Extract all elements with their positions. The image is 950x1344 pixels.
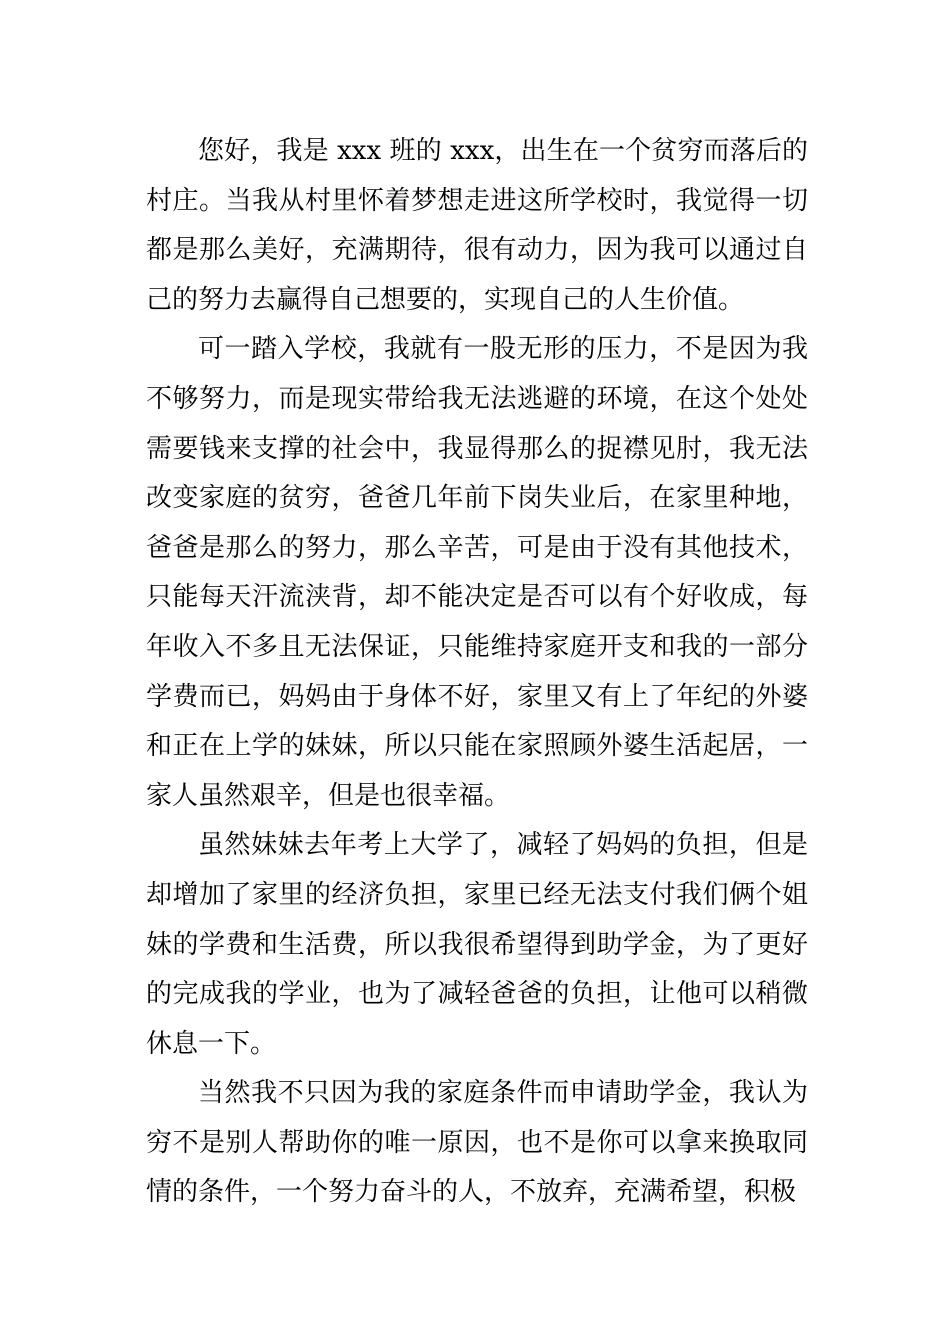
paragraph-2: 可一踏入学校，我就有一股无形的压力，不是因为我不够努力，而是现实带给我无法逃避的环境，在这个处处需要钱来支撑的社会中，我显得那么的捉襟见肘，我无法改变家庭的贫穷，爸爸几年前下岗失业后，在家里种地，爸爸是那么的努力，那么辛苦，可是由于没有其他技术，只能每天汗流浃背，却不能决定是否可以有个好收成，每年收入不多且无法保证，只能维持家庭开支和我的一部分学费而已，妈妈由于身体不好，家里又有上了年纪的外婆和正在上学的妹妹，所以只能在家照顾外婆生活起居，一家人虽然艰辛，但是也很幸福。 <box>146 334 808 811</box>
document-body <box>146 127 808 1218</box>
paragraph-1: 您好，我是 xxx 班的 xxx，出生在一个贫穷而落后的村庄。当我从村里怀着梦想走进这所学校时，我觉得一切都是那么美好，充满期待，很有动力，因为我可以通过自己的努力去赢得自己想要的，实现自己的人生价值。 <box>146 136 808 315</box>
paragraph-3: 虽然妹妹去年考上大学了，减轻了妈妈的负担，但是却增加了家里的经济负担，家里已经无法支付我们俩个姐妹的学费和生活费，所以我很希望得到助学金，为了更好的完成我的学业，也为了减轻爸爸的负担，让他可以稍微休息一下。 <box>146 830 808 1059</box>
paragraph-4: 当然我不只因为我的家庭条件而申请助学金，我认为穷不是别人帮助你的唯一原因，也不是你可以拿来换取同情的条件，一个努力奋斗的人，不放弃，充满希望，积极 <box>146 1078 808 1208</box>
